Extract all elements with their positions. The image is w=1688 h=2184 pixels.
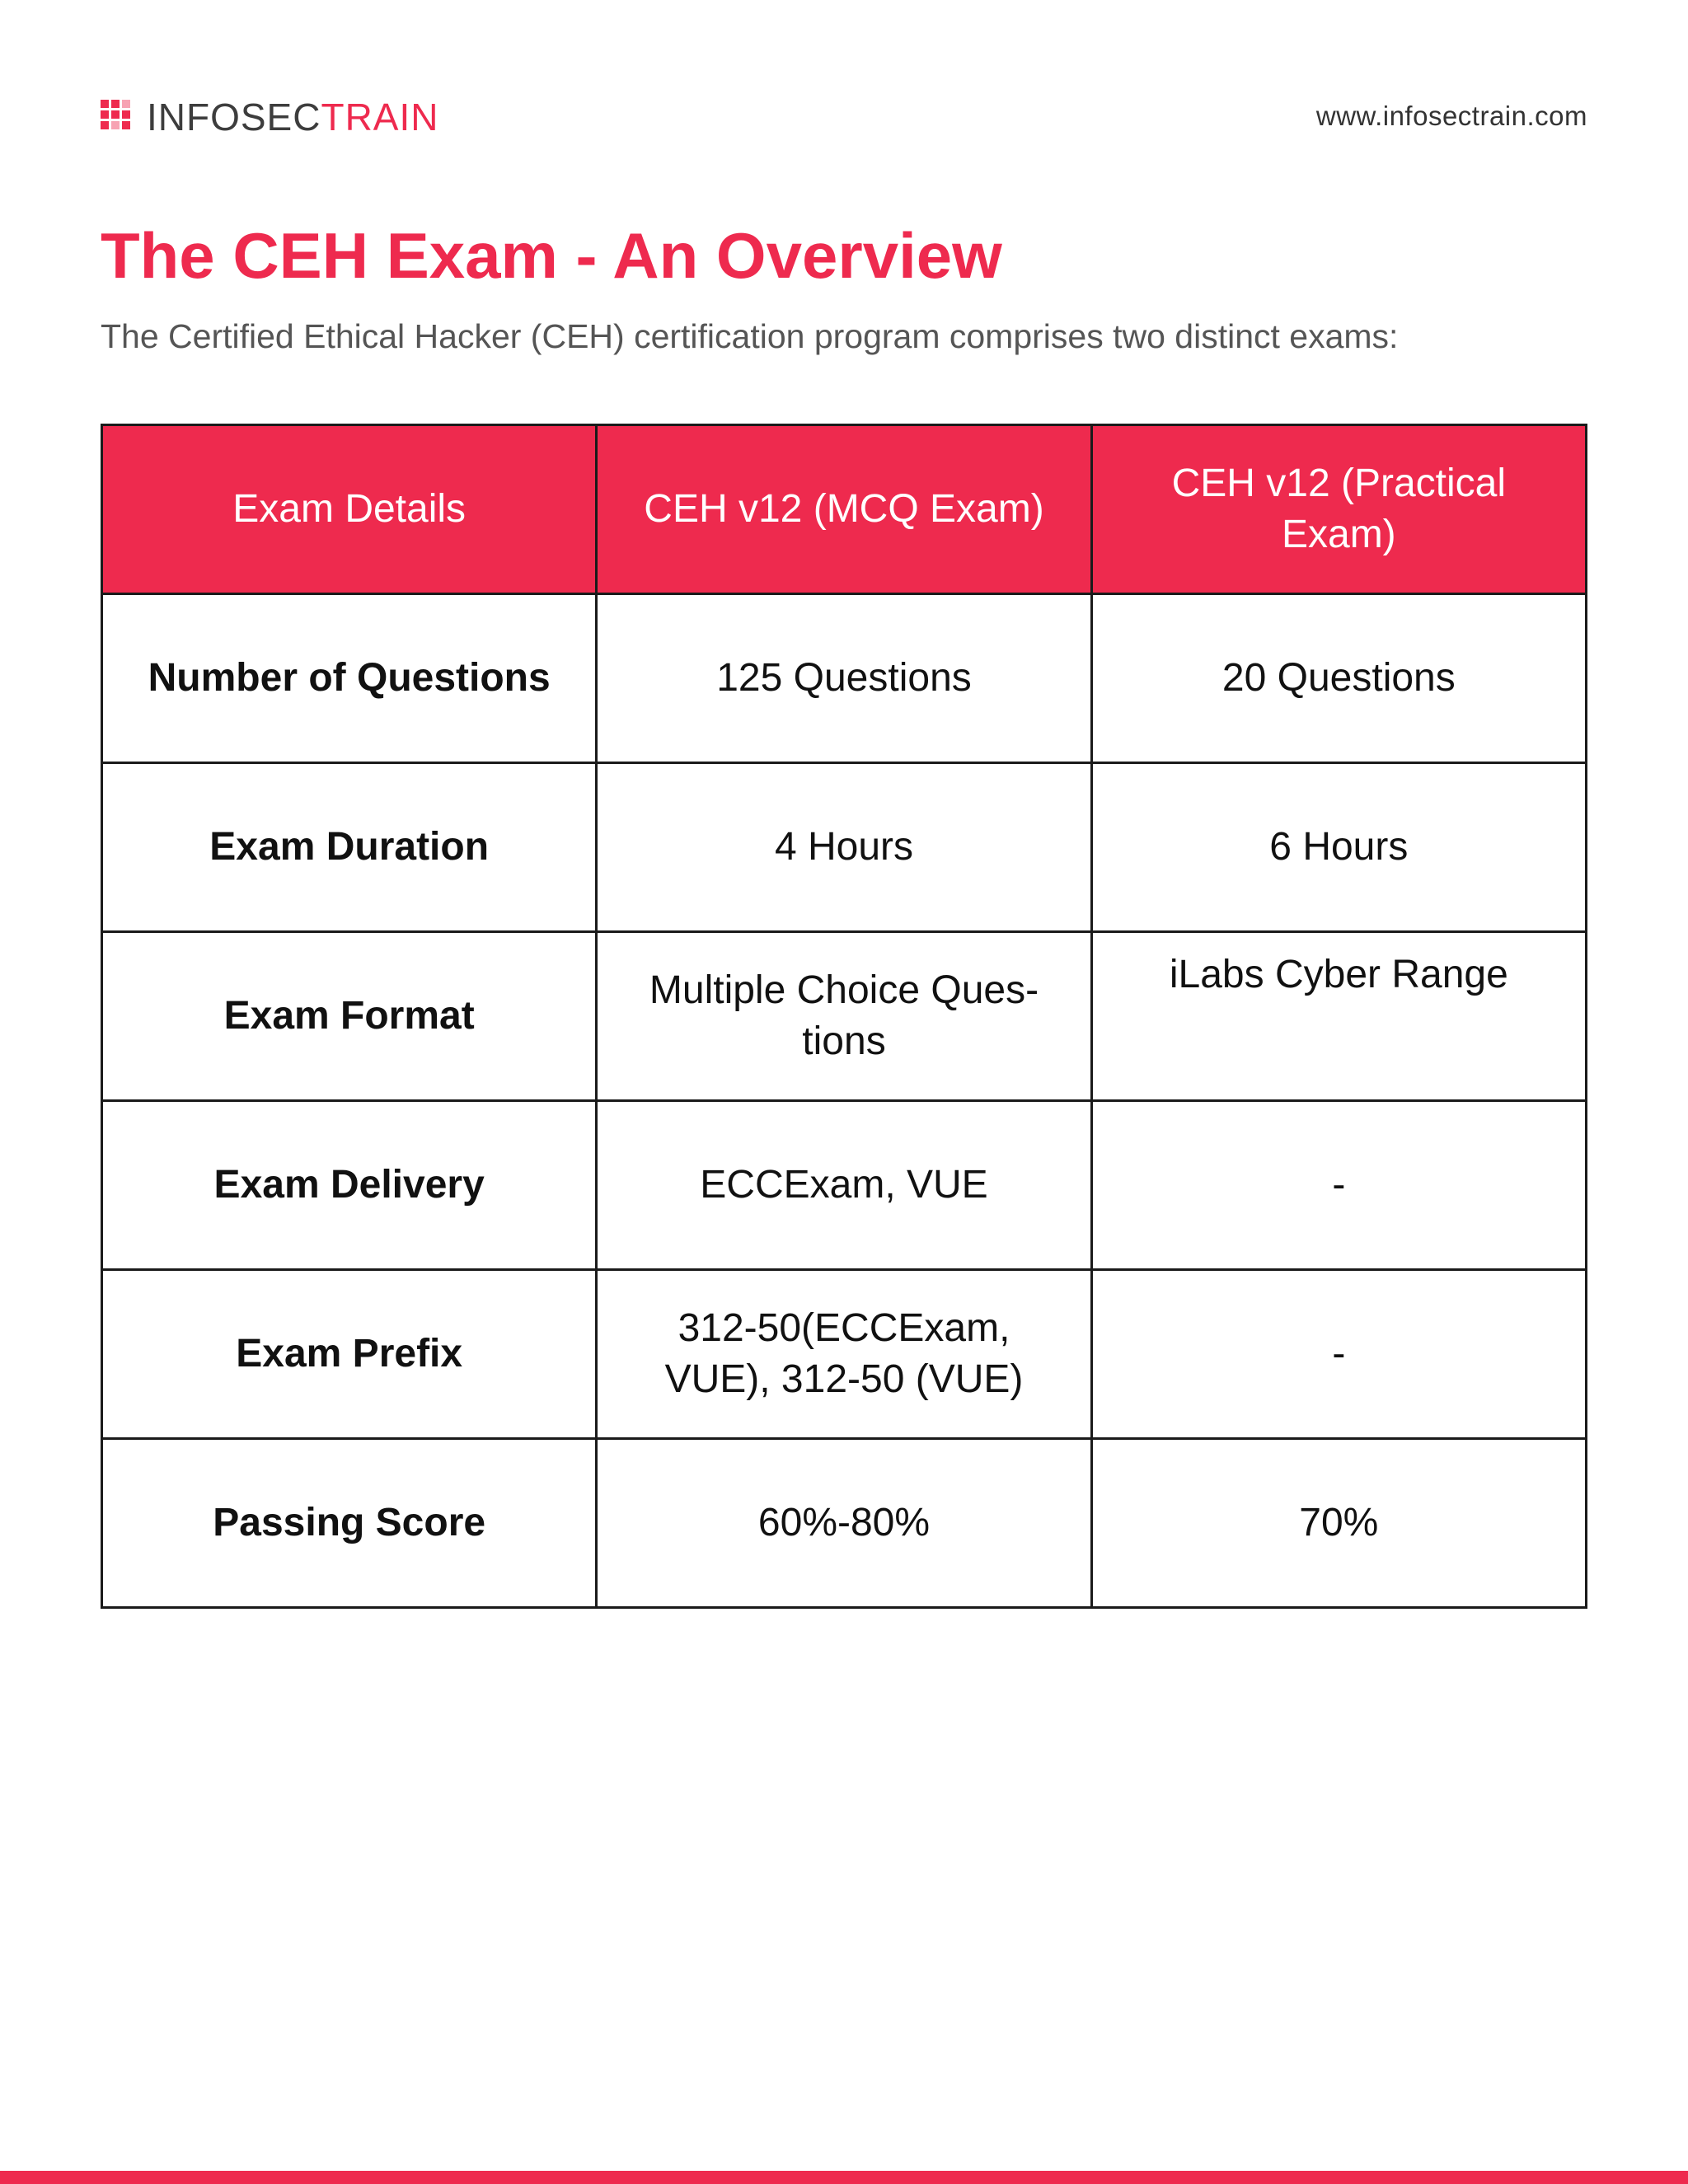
row-label: Exam Delivery [102,1101,597,1270]
website-url: www.infosectrain.com [1315,101,1587,131]
table-row [102,763,1587,932]
table-cell: 4 Hours [597,763,1091,932]
row-label: Exam Prefix [102,1270,597,1439]
table-row [102,1270,1587,1439]
page-title: The CEH Exam - An Overview [101,219,1002,292]
table-cell: - [1091,1270,1586,1439]
row-label: Passing Score [102,1439,597,1608]
footer-accent-bar [0,2171,1688,2184]
table-cell: Multiple Choice Ques-tions [597,932,1091,1101]
table-cell: 6 Hours [1091,763,1586,932]
logo-text-infosec: INFOSEC [147,96,321,138]
logo-text-train: TRAIN [321,96,439,138]
header-ceh-mcq: CEH v12 (MCQ Exam) [597,425,1091,594]
page-header [101,92,1587,142]
table-cell: 20 Questions [1091,594,1586,763]
table-cell: 70% [1091,1439,1586,1608]
header-exam-details: Exam Details [102,425,597,594]
exam-comparison-table [101,424,1587,1609]
table-cell: 125 Questions [597,594,1091,763]
page-subtitle: The Certified Ethical Hacker (CEH) certification program comprises two distinct exams: [101,317,1399,355]
row-label: Exam Format [102,932,597,1101]
table-cell: 312-50(ECCExam, VUE), 312-50 (VUE) [597,1270,1091,1439]
logo-text [147,98,438,136]
table-header-row [102,425,1587,594]
table-row [102,594,1587,763]
table-cell: - [1091,1101,1586,1270]
table-row [102,1439,1587,1608]
table-cell: iLabs Cyber Range [1091,932,1586,1101]
table-row [102,1101,1587,1270]
table-row [102,932,1587,1101]
header-ceh-practical: CEH v12 (Practical Exam) [1091,425,1586,594]
infosectrain-logo [101,96,438,138]
table-cell: 60%-80% [597,1439,1091,1608]
row-label: Exam Duration [102,763,597,932]
row-label: Number of Questions [102,594,597,763]
logo-grid-icon [101,100,132,134]
table-cell: ECCExam, VUE [597,1101,1091,1270]
